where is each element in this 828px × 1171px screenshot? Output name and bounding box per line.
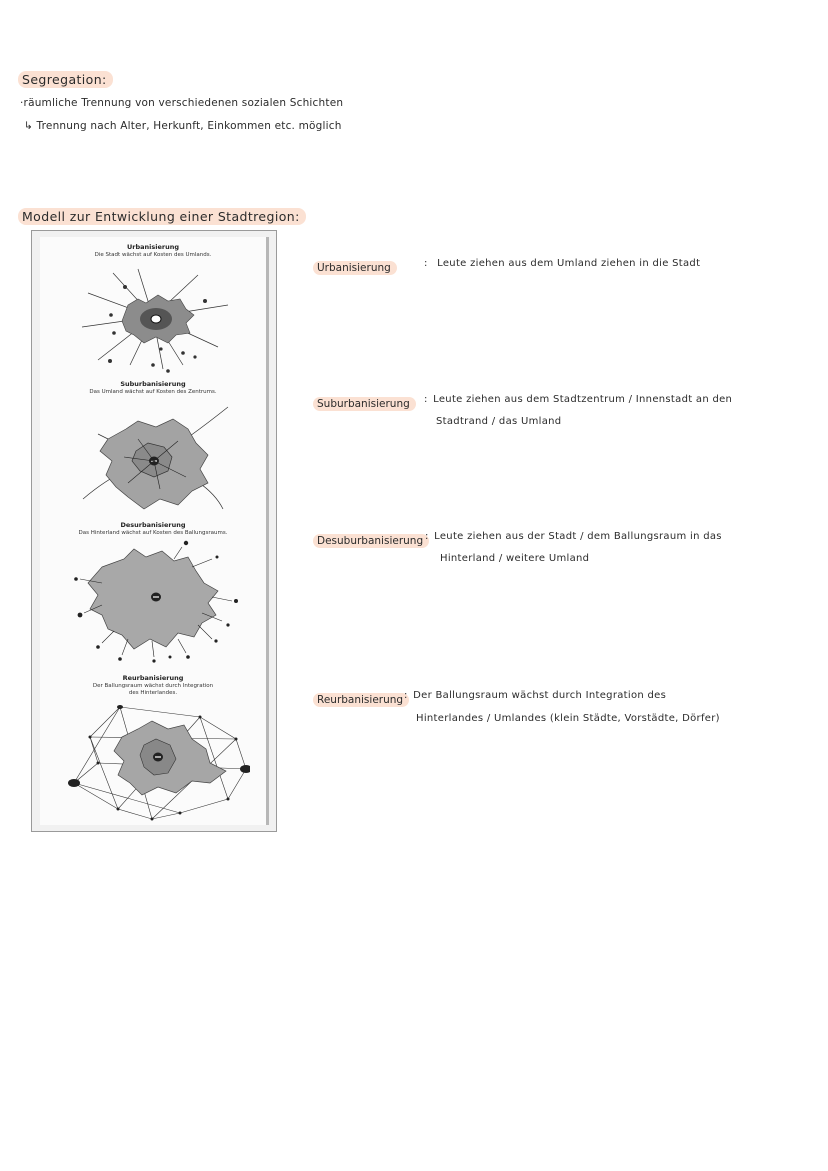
- note-term: Desuburbanisierung: [313, 534, 429, 548]
- note-desuburbanisierung-line1: : Leute ziehen aus der Stadt / dem Ballungsraum in das: [425, 531, 722, 542]
- urbanisierung-diagram: [68, 265, 238, 375]
- stage-desc-reurbanisierung-2: des Hinterlandes.: [128, 690, 178, 696]
- note-desuburbanisierung-line2: Hinterland / weitere Umland: [440, 553, 590, 564]
- segregation-definition: ·räumliche Trennung von verschiedenen sozialen Schichten: [20, 97, 344, 109]
- model-heading: Modell zur Entwicklung einer Stadtregion:: [18, 209, 306, 224]
- segregation-detail: ↳ Trennung nach Alter, Herkunft, Einkommen etc. möglich: [24, 120, 342, 132]
- stage-desc-desurbanisierung: Das Hinterland wächst auf Kosten des Ballungsraums.: [78, 530, 228, 536]
- stage-title-suburbanisierung: Suburbanisierung: [120, 380, 186, 388]
- reurbanisierung-diagram: [60, 699, 250, 823]
- stage-title-desurbanisierung: Desurbanisierung: [120, 521, 186, 529]
- stage-title-reurbanisierung: Reurbanisierung: [122, 674, 184, 682]
- note-desuburbanisierung: [313, 529, 429, 548]
- arrow-icon: ↳: [24, 120, 33, 132]
- note-reurbanisierung-line2: Hinterlandes / Umlandes (klein Städte, Vorstädte, Dörfer): [416, 713, 720, 724]
- note-urbanisierung: [313, 256, 397, 275]
- note-suburbanisierung-line1: : Leute ziehen aus dem Stadtzentrum / Innenstadt an den: [424, 394, 733, 405]
- note-suburbanisierung-line2: Stadtrand / das Umland: [436, 416, 562, 427]
- note-term: Reurbanisierung: [313, 693, 409, 707]
- note-term: Suburbanisierung: [313, 397, 416, 411]
- note-reurbanisierung: [313, 688, 409, 707]
- segregation-heading: Segregation:: [18, 72, 113, 87]
- desurbanisierung-diagram: [62, 539, 246, 671]
- stage-desc-suburbanisierung: Das Umland wächst auf Kosten des Zentrums.: [89, 389, 217, 395]
- note-reurbanisierung-line1: : Der Ballungsraum wächst durch Integration des: [404, 690, 667, 701]
- note-urbanisierung-line1: : Leute ziehen aus dem Umland ziehen in die Stadt: [424, 258, 701, 269]
- note-term: Urbanisierung: [313, 261, 397, 275]
- stage-desc-urbanisierung: Die Stadt wächst auf Kosten des Umlands.: [94, 252, 212, 258]
- note-suburbanisierung: [313, 392, 416, 411]
- figure-panel: [40, 237, 269, 825]
- stage-desc-reurbanisierung-1: Der Ballungsraum wächst durch Integration: [92, 683, 214, 689]
- suburbanisierung-diagram: [68, 399, 238, 519]
- stage-title-urbanisierung: Urbanisierung: [127, 243, 179, 251]
- stadtregion-model-figure: [31, 230, 277, 832]
